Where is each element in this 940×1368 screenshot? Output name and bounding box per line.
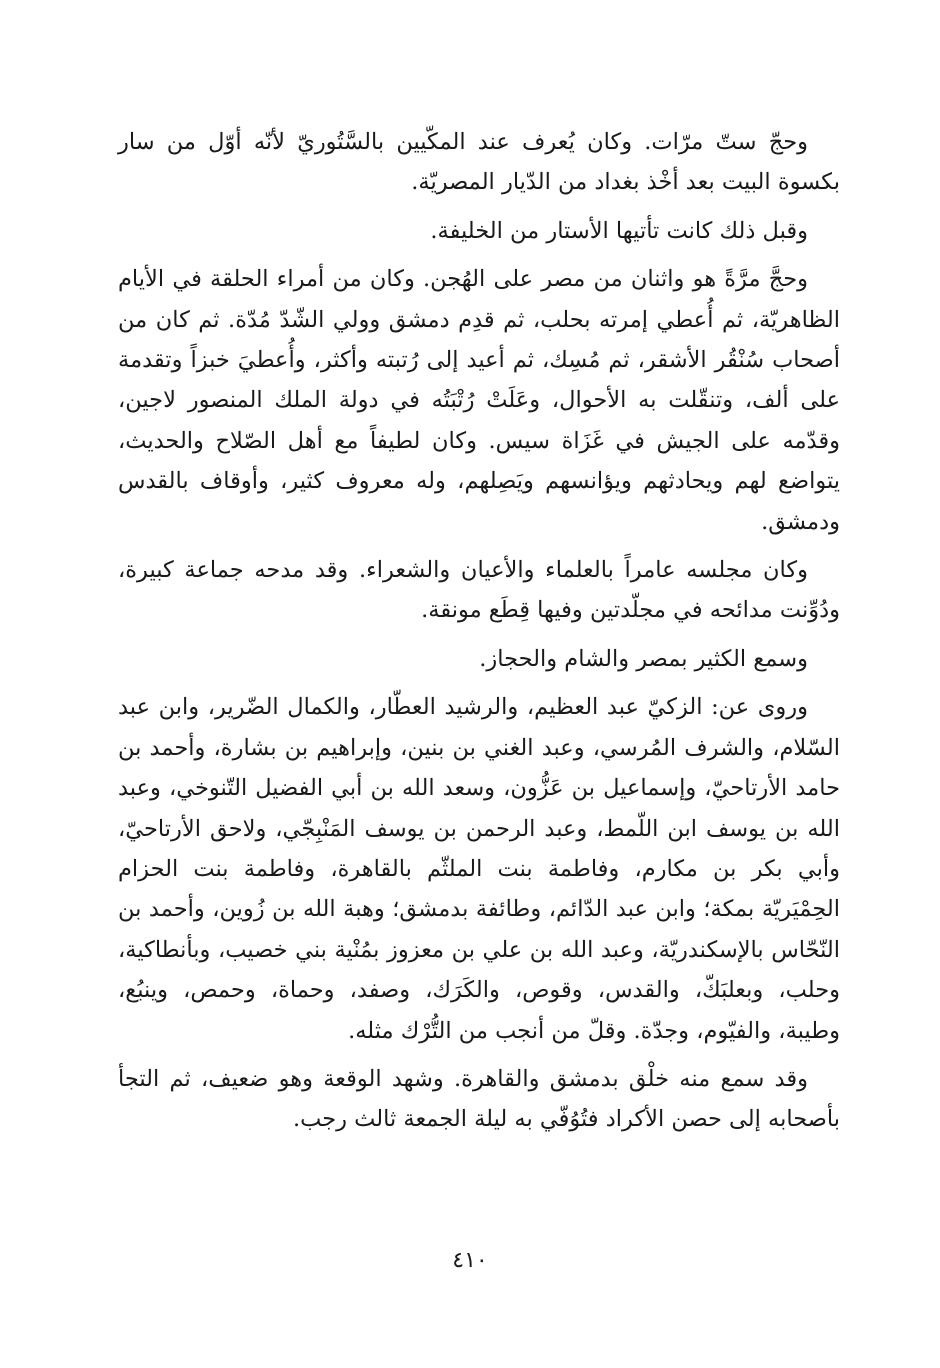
- body-text: [118, 122, 840, 1140]
- page-number: ٤١٠: [452, 1248, 488, 1273]
- paragraph-narrators: وروى عن: الزكيّ عبد العظيم، والرشيد العطّار، والكمال الضّرير، وابن عبد السّلام، والشرف المُرسي، وعبد الغني بن بنين، وإبراهيم بن بشارة، وأحمد بن حامد الأرتاحيّ، وإسماعيل بن عَزُّون، وسعد الله بن أبي الفضيل التّنوخي، وعبد الله بن يوسف ابن اللّمط، وعبد الرحمن بن يوسف المَنْبِجّي، ولاحق الأرتاحيّ، وأبي بكر بن مكارم، وفاطمة بنت الملثّم بالقاهرة، وفاطمة بنت الحزام الحِمْيَريّة بمكة؛ وابن عبد الدّائم، وطائفة بدمشق؛ وهبة الله بن زُوين، وأحمد بن النّحّاس بالإسكندريّة، وعبد الله بن علي بن معزوز بمُنْية بني خصيب، وبأنطاكية، وحلب، وبعلبَكّ، والقدس، وقوص، والكَرَك، وصفد، وحماة، وحمص، وينبُع، وطيبة، والفيّوم، وجدّة. وقلّ من أنجب من التُّرْك مثله.: [118, 694, 840, 1044]
- paragraph-career: وحجَّ مرَّةً هو واثنان من مصر على الهُجن. وكان من أمراء الحلقة في الأيام الظاهريّة، ثم أُعطي إمرته بحلب، ثم قدِم دمشق وولي الشّدّ مُدّة. ثم كان من أصحاب سُنْقُر الأشقر، ثم مُسِك، ثم أعيد إلى رُتبته وأكثر، وأُعطيَ خبزاً وتقدمة على ألف، وتنقّلت به الأحوال، وعَلَتْ رُتْبَتُه في دولة الملك المنصور لاجين، وقدّمه على الجيش في غَزَاة سيس. وكان لطيفاً مع أهل الصّلاح والحديث، يتواضع لهم ويحادثهم ويؤانسهم ويَصِلهم، وله معروف كثير، وأوقاف بالقدس ودمشق.: [118, 266, 840, 535]
- paragraph-death: وقد سمع منه خلْق بدمشق والقاهرة. وشهد الوقعة وهو ضعيف، ثم التجأ بأصحابه إلى حصن الأكراد فتُوُفّي به ليلة الجمعة ثالث رجب.: [118, 1065, 840, 1133]
- paragraph-hearing: وسمع الكثير بمصر والشام والحجاز.: [479, 645, 808, 672]
- paragraph-curtains: وقبل ذلك كانت تأتيها الأستار من الخليفة.: [430, 217, 808, 244]
- paragraph-hajj-count: وحجّ ستّ مرّات. وكان يُعرف عند المكّيين بالسَّتُوريّ لأنّه أوّل من سار بكسوة البيت بعد أخْذ بغداد من الدّيار المصريّة.: [118, 129, 840, 196]
- paragraph-council: وكان مجلسه عامراً بالعلماء والأعيان والشعراء. وقد مدحه جماعة كبيرة، ودُوِّنت مدائحه في مجلّدتين وفيها قِطَع مونقة.: [118, 557, 840, 624]
